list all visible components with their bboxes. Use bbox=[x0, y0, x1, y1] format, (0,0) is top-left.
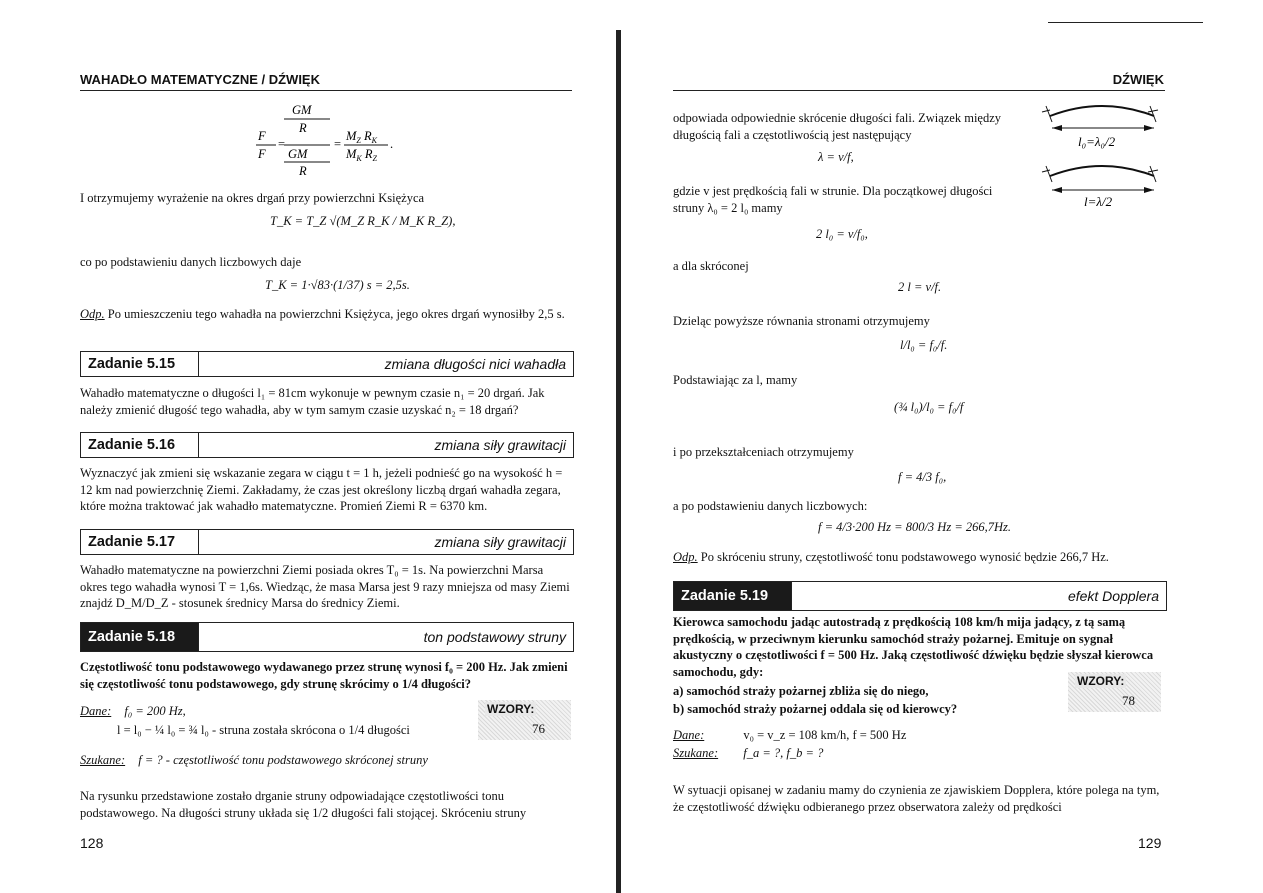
task-topic: zmiana siły grawitacji bbox=[434, 437, 566, 453]
right-equation-2: 2 l₀ = v/f₀, bbox=[816, 227, 868, 241]
given-row-2: l = l₀ − ¼ l₀ = ¾ l₀ - struna została skrócona o 1/4 długości bbox=[117, 723, 410, 737]
right-paragraph-1: odpowiada odpowiednie skrócenie długości fali. Związek między długością fali a częstotliwością jest następujący bbox=[673, 111, 1002, 142]
task-topic: efekt Dopplera bbox=[1067, 588, 1159, 604]
svg-text:MZ RK: $M_Z$ $R_K$ bbox=[346, 129, 377, 145]
svg-text:GM: GM bbox=[288, 147, 308, 161]
figure-label-shortened: l=λ/2 bbox=[1084, 194, 1113, 209]
formulas-number: 78 bbox=[1122, 693, 1135, 708]
svg-text:R: R bbox=[299, 164, 307, 178]
left-header-rule bbox=[80, 90, 572, 91]
left-last-paragraph: Na rysunku przedstawione zostało drganie struny odpowiadające częstotliwości tonu podstawowego. Na długości struny układa się 1/2 długości fali stojącej. Skróceniu struny bbox=[80, 789, 527, 820]
task-topic: zmiana siły grawitacji bbox=[434, 534, 566, 550]
gravity-ratio-equation bbox=[250, 100, 400, 178]
task-topic: zmiana długości nici wahadła bbox=[384, 356, 566, 372]
task-5-16-header bbox=[80, 432, 574, 458]
right-equation-5: (¾ l₀)/l₀ = f₀/f bbox=[894, 400, 964, 414]
given-label: Dane: bbox=[673, 728, 705, 742]
task-label: Zadanie 5.19 bbox=[674, 582, 792, 610]
svg-text:R: R bbox=[299, 121, 307, 135]
task-label: Zadanie 5.18 bbox=[81, 623, 199, 651]
svg-text:=: = bbox=[334, 137, 342, 151]
given-values: v₀ = v_z = 108 km/h, f = 500 Hz bbox=[743, 728, 907, 742]
given-row-1 bbox=[80, 703, 186, 720]
left-page bbox=[0, 0, 620, 893]
answer-text: Po umieszczeniu tego wahadła na powierzchni Księżyca, jego okres drgań wynosiłby 2,5 s. bbox=[104, 307, 565, 321]
sought-row bbox=[80, 752, 428, 769]
svg-text:F: F bbox=[258, 129, 266, 143]
task-5-19-part-b: b) samochód straży pożarnej oddala się od kierowcy? bbox=[673, 702, 958, 716]
given-row bbox=[673, 727, 906, 744]
formulas-reference-box bbox=[1068, 672, 1161, 712]
right-page bbox=[628, 0, 1263, 893]
right-answer bbox=[673, 549, 1165, 566]
left-running-header: WAHADŁO MATEMATYCZNE / DŹWIĘK bbox=[80, 72, 320, 87]
left-equation-3: T_K = 1·√83·(1/37) s = 2,5s. bbox=[265, 278, 410, 292]
right-paragraph-6: i po przekształceniach otrzymujemy bbox=[673, 445, 854, 459]
sought-label: Szukane: bbox=[80, 753, 126, 767]
right-equation-7: f = 4/3·200 Hz = 800/3 Hz = 266,7Hz. bbox=[818, 520, 1012, 534]
formulas-label: WZORY: bbox=[487, 702, 535, 716]
right-equation-4: l/l₀ = f₀/f. bbox=[900, 338, 948, 352]
right-top-rule bbox=[1048, 22, 1203, 23]
task-5-15-text: Wahadło matematyczne o długości l₁ = 81cm wykonuje w pewnym czasie n₁ = 20 drgań. Jak należy zmienić długość tego wahadła, aby w tym samym czasie uzyskać n₂ = 18 drgań? bbox=[80, 386, 545, 417]
task-5-17-header bbox=[80, 529, 574, 555]
svg-text:.: . bbox=[390, 137, 394, 151]
right-paragraph-3: a dla skróconej bbox=[673, 259, 749, 273]
answer-label: Odp. bbox=[673, 550, 698, 564]
task-topic: ton podstawowy struny bbox=[423, 629, 566, 645]
right-paragraph-7: a po podstawieniu danych liczbowych: bbox=[673, 499, 868, 513]
task-5-18-text: Częstotliwość tonu podstawowego wydawanego przez strunę wynosi f₀ = 200 Hz. Jak zmieni się częstotliwość tonu podstawowego, gdy strunę skrócimy o 1/4 długości? bbox=[80, 660, 568, 691]
sought-label: Szukane: bbox=[673, 746, 719, 760]
task-5-17-text: Wahadło matematyczne na powierzchni Ziemi posiada okres T₀ = 1s. Na powierzchni Marsa okres tego wahadła wynosi T = 1,6s. Wiedząc, że masa Marsa jest 9 razy mniejsza od masy Ziemi znajdź D_M/D_Z - stosunek średnicy Marsa do średnicy Ziemi. bbox=[80, 563, 570, 610]
right-paragraph-2: gdzie v jest prędkością fali w strunie. Dla początkowej długości struny λ₀ = 2 l₀ mamy bbox=[673, 184, 993, 215]
sought-value: f = ? - częstotliwość tonu podstawowego skróconej struny bbox=[138, 753, 428, 767]
task-5-16-text: Wyznaczyć jak zmieni się wskazanie zegara w ciągu t = 1 h, jeżeli podnieść go na wysokość h = 12 km nad powierzchnię Ziemi. Zakładamy, że czas jest określony liczbą drgań wahadła zegara, które można traktować jak wahadło matematyczne. Promień Ziemi R = 6370 km. bbox=[80, 466, 563, 513]
eq-top: GM bbox=[292, 103, 312, 117]
given-value-1: f₀ = 200 Hz, bbox=[124, 704, 186, 718]
right-paragraph-5: Podstawiając za l, mamy bbox=[673, 373, 798, 387]
answer-text: Po skróceniu struny, częstotliwość tonu podstawowego wynosić będzie 266,7 Hz. bbox=[697, 550, 1109, 564]
left-paragraph-1: I otrzymujemy wyrażenie na okres drgań przy powierzchni Księżyca bbox=[80, 191, 425, 205]
standing-wave-figure bbox=[1038, 100, 1168, 210]
figure-label-initial: l₀=λ₀/2 bbox=[1078, 134, 1116, 149]
task-5-15-header bbox=[80, 351, 574, 377]
task-5-19-header bbox=[673, 581, 1167, 611]
right-header-rule bbox=[673, 90, 1165, 91]
right-page-number: 129 bbox=[1138, 835, 1162, 851]
right-paragraph-4: Dzieląc powyższe równania stronami otrzymujemy bbox=[673, 314, 930, 328]
sought-values: f_a = ?, f_b = ? bbox=[743, 746, 824, 760]
right-equation-6: f = 4/3 f₀, bbox=[898, 470, 947, 484]
task-5-19-part-a: a) samochód straży pożarnej zbliża się do niego, bbox=[673, 684, 929, 698]
left-equation-2: T_K = T_Z √(M_Z R_K / M_K R_Z), bbox=[270, 214, 456, 228]
given-label: Dane: bbox=[80, 704, 112, 718]
task-5-18-header bbox=[80, 622, 574, 652]
formulas-reference-box bbox=[478, 700, 571, 740]
sought-row bbox=[673, 745, 823, 762]
task-5-19-text: Kierowca samochodu jadąc autostradą z prędkością 108 km/h mija jadący, z tą samą prędkością, w przeciwnym kierunku samochód straży pożarnej. Emituje on sygnał akustyczny o częstotliwości f = 500 Hz. Jaką częstotliwość dźwięku będzie słyszał kierowca samochodu, gdy: bbox=[673, 615, 1154, 679]
left-paragraph-2: co po podstawieniu danych liczbowych daje bbox=[80, 255, 302, 269]
answer-label: Odp. bbox=[80, 307, 105, 321]
right-equation-1: λ = v/f, bbox=[818, 150, 854, 164]
right-running-header: DŹWIĘK bbox=[1112, 72, 1164, 87]
formulas-label: WZORY: bbox=[1077, 674, 1125, 688]
task-label: Zadanie 5.16 bbox=[81, 433, 199, 457]
task-label: Zadanie 5.17 bbox=[81, 530, 199, 554]
svg-text:MK RZ: $M_K$ $R_Z$ bbox=[346, 147, 377, 163]
formulas-number: 76 bbox=[532, 721, 545, 736]
right-equation-3: 2 l = v/f. bbox=[898, 280, 942, 294]
right-last-paragraph: W sytuacji opisanej w zadaniu mamy do czynienia ze zjawiskiem Dopplera, które polega na tym, że częstotliwość dźwięku odbieranego przez obserwatora zależy od prędkości bbox=[673, 783, 1160, 814]
svg-text:F: F bbox=[258, 147, 266, 161]
task-label: Zadanie 5.15 bbox=[81, 352, 199, 376]
left-page-number: 128 bbox=[80, 835, 104, 851]
svg-text:=: = bbox=[278, 137, 286, 151]
left-answer bbox=[80, 306, 572, 323]
